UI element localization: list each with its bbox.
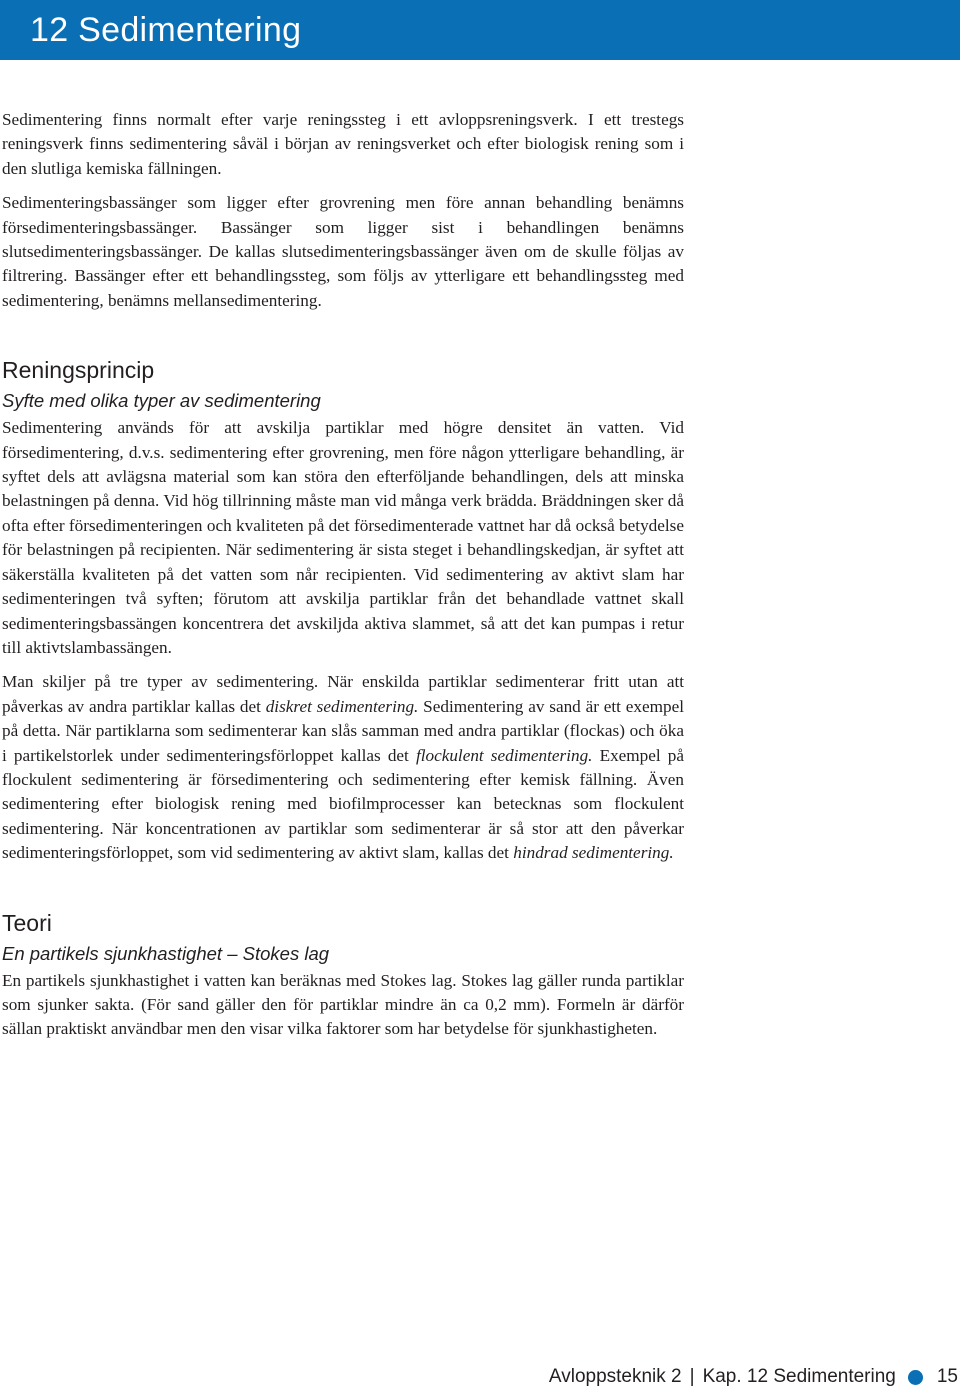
- paragraph-text: Sedimentering av sand är ett exempel på detta. När partiklarna som sedimenterar kan slås samman med andra partiklar (flockas) och öka i partikelstorlek under sedimenteringsförloppet kallas det: [2, 696, 684, 765]
- page-number: 15: [936, 1366, 958, 1387]
- subheading-syfte: Syfte med olika typer av sedimentering: [2, 390, 321, 412]
- page-content: [2, 108, 684, 1052]
- paragraph-text: Man skiljer på tre typer av sedimentering. När enskilda partiklar sedimenterar fritt utan att påverkas av andra partiklar kallas det: [2, 672, 684, 716]
- intro-paragraph-1: Sedimentering finns normalt efter varje reningssteg i ett avloppsreningsverk. I ett trestegs reningsverk finns sedimentering såväl i början av reningsverket och efter biologisk rening som i den slutliga kemiska fällningen.: [2, 110, 684, 178]
- paragraph-text: Exempel på flockulent sedimentering är försedimentering och sedimentering efter kemisk fällning. Även sedimentering efter biologisk rening med biofilmprocesser kan betecknas som flockulent sedimentering. När koncentrationen av partiklar som sedimenterar är så stor att den påverkar sedimenteringsförloppet, som vid sedimentering av aktivt slam, kallas det: [2, 745, 684, 863]
- term-diskret-sedimentering: diskret sedimentering.: [265, 696, 419, 716]
- footer-separator: |: [689, 1366, 695, 1387]
- reningsprincip-paragraph-1: Sedimentering används för att avskilja partiklar med högre densitet än vatten. Vid försedimentering, d.v.s. sedimentering efter grovrening, men före någon ytterligare behandling, är syftet dels att avlägsna material som kan störa den efterföljande behandlingen, dels att minska belastningen på denna. Vid hög tillrinning måste man vid många verk brädda. Bräddningen sker då ofta efter försedimenteringen och kvaliteten på det försedimenterade vattnet har då också betydelse för belastningen på recipienten. När sedimentering är sista steget i behandlingskedjan, är syftet att säkerställa kvaliteten på det vatten som når recipienten. Vid sedimentering av aktivt slam har sedimenteringen två syften; förutom att avskilja partiklar från det behandlade vattnet skall sedimenteringsbassängen koncentrera det avskiljda aktiva slammet, så att det kan pumpas i retur till aktivtslambassängen.: [2, 418, 684, 657]
- intro-paragraph-2: Sedimenteringsbassänger som ligger efter grovrening men före annan behandling benämns försedimenteringsbassänger. Bassänger som ligger sist i behandlingen benämns slutsedimenteringsbassänger. De kallas slutsedimenteringsbassänger även om de skulle följas av filtrering. Bassänger efter ett behandlingssteg, som följs av ytterligare ett behandlingssteg med sedimentering, benämns mellansedimentering.: [2, 193, 684, 310]
- teori-paragraph-1: En partikels sjunkhastighet i vatten kan beräknas med Stokes lag. Stokes lag gäller runda partiklar som sjunker sakta. (För sand gäller den för partiklar mindre än ca 0,2 mm). Formeln är därför sällan praktiskt användbar men den visar vilka faktorer som har betydelse för sjunkhastigheten.: [2, 970, 684, 1039]
- term-hindrad-sedimentering: hindrad sedimentering.: [513, 843, 674, 863]
- footer-chapter-ref: Kap. 12 Sedimentering: [702, 1366, 896, 1387]
- section-heading-teori: Teori: [2, 909, 52, 936]
- footer-book-title: Avloppsteknik 2: [548, 1366, 682, 1387]
- term-flockulent-sedimentering: flockulent sedimentering.: [415, 745, 593, 765]
- reningsprincip-paragraph-2: [2, 670, 684, 865]
- chapter-title: 12 Sedimentering: [30, 10, 302, 49]
- page-footer: [549, 1362, 958, 1392]
- section-heading-reningsprincip: Reningsprincip: [2, 357, 155, 384]
- subheading-stokes-lag: En partikels sjunkhastighet – Stokes lag: [2, 942, 330, 964]
- chapter-header-bar: [0, 0, 960, 60]
- bullet-dot-icon: [908, 1370, 923, 1385]
